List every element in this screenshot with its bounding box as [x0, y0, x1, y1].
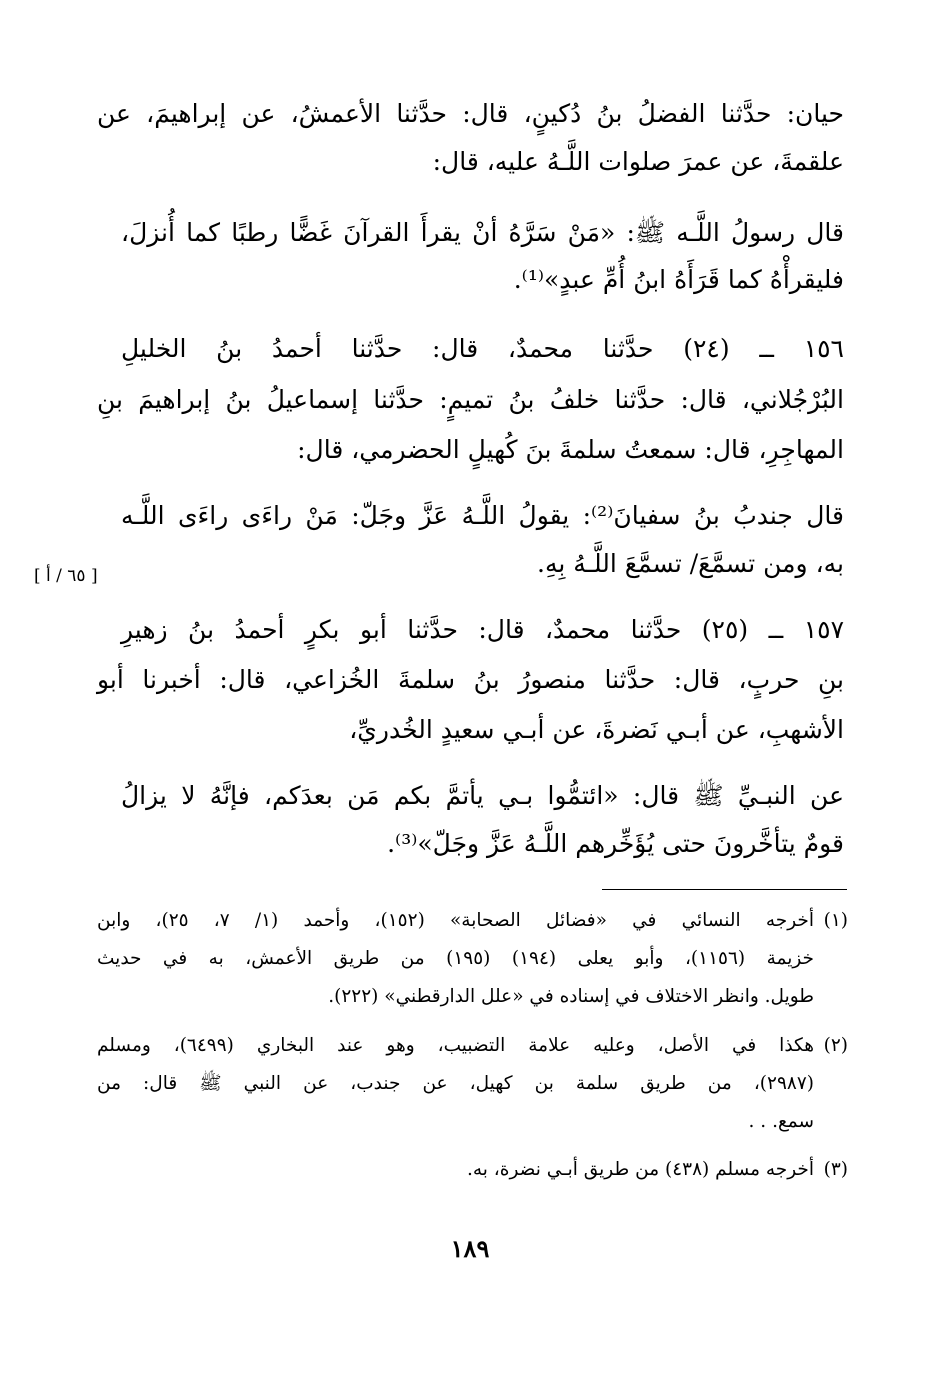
body-line: قومٌ يتأخَّرونَ حتى يُؤَخِّرهم اللَّـهُ عَزَّ وجَلّ»⁽³⁾.	[387, 829, 844, 858]
body-line: المهاجِرِ، قال: سمعتُ سلمةَ بنَ كُهيلٍ الحضرمي، قال:	[297, 435, 844, 464]
body-line: عن النبـيِّ ﷺ قال: «ائتمُّوا بـي يأتمَّ بكم مَن بعدَكم، فإنَّهُ لا يزالُ	[121, 781, 844, 810]
body-line: البُرْجُلاني، قال: حدَّثنا خلفُ بنُ تميمٍ: حدَّثنا إسماعيلُ بنُ إبراهيمَ بنِ	[97, 385, 844, 414]
footnote-line: خزيمة (١١٥٦)، وأبو يعلى (١٩٤) (١٩٥) من طريق الأعمش، به في حديث	[97, 948, 814, 969]
body-line: قال رسولُ اللَّـه ﷺ: «مَنْ سَرَّهُ أنْ يقرأَ القرآنَ غَضًّا رطبًا كما أُنزلَ،	[121, 218, 844, 247]
footnote-number: (٢)	[823, 1035, 848, 1056]
footnote-line: هكذا في الأصل، وعليه علامة التضبيب، وهو عند البخاري (٦٤٩٩)، ومسلم	[97, 1035, 814, 1056]
body-line: بنِ حربٍ، قال: حدَّثنا منصورُ بنُ سلمةَ الخُزاعي، قال: أخبرنا أبو	[97, 665, 844, 694]
page-number: ١٨٩	[450, 1234, 490, 1263]
body-line: حيان: حدَّثنا الفضلُ بنُ دُكينٍ، قال: حدَّثنا الأعمشُ، عن إبراهيمَ، عن	[97, 99, 844, 128]
footnote-line: أخرجه النسائي في «فضائل الصحابة» (١٥٢)، وأحمد (١/ ٧، ٢٥)، وابن	[97, 910, 814, 931]
footnote-number: (٣)	[823, 1159, 848, 1180]
body-line: علقمةَ، عن عمرَ صلوات اللَّـهُ عليه، قال:	[432, 147, 844, 176]
footnote-line: أخرجه مسلم (٤٣٨) من طريق أبـي نضرة، به.	[466, 1159, 814, 1180]
body-line: ١٥٧ ــ (٢٥) حدَّثنا محمدٌ، قال: حدَّثنا أبو بكرٍ أحمدُ بنُ زهيرِ	[121, 615, 845, 644]
body-line: الأشهبِ، عن أبـي نَضرةَ، عن أبـي سعيدٍ الخُدريِّ،	[349, 715, 844, 744]
footnote-line: سمع. . .	[748, 1111, 814, 1132]
body-line: قال جندبُ بنُ سفيانَ⁽²⁾: يقولُ اللَّـهُ عَزَّ وجَلّ: مَنْ راءَى راءَى اللَّـه	[121, 501, 844, 530]
body-line: فليقرأْهُ كما قَرَأَهُ ابنُ أُمِّ عبدٍ»⁽¹⁾.	[513, 265, 844, 294]
body-line: به، ومن تسمَّعَ/ تسمَّعَ اللَّـهُ بِهِ.	[537, 549, 844, 578]
footnote-line: (٢٩٨٧)، من طريق سلمة بن كهيل، عن جندب، عن النبي ﷺ قال: من	[97, 1073, 814, 1094]
body-line: ١٥٦ ــ (٢٤) حدَّثنا محمدٌ، قال: حدَّثنا أحمدُ بنُ الخليلِ	[121, 334, 844, 363]
footnote-number: (١)	[823, 910, 848, 931]
footnote-line: طويل. وانظر الاختلاف في إسناده في «علل الدارقطني» (٢٢٢).	[328, 986, 814, 1007]
manuscript-folio-note: [ ٦٥ / أ ]	[34, 566, 98, 586]
footnote-separator	[602, 889, 847, 890]
